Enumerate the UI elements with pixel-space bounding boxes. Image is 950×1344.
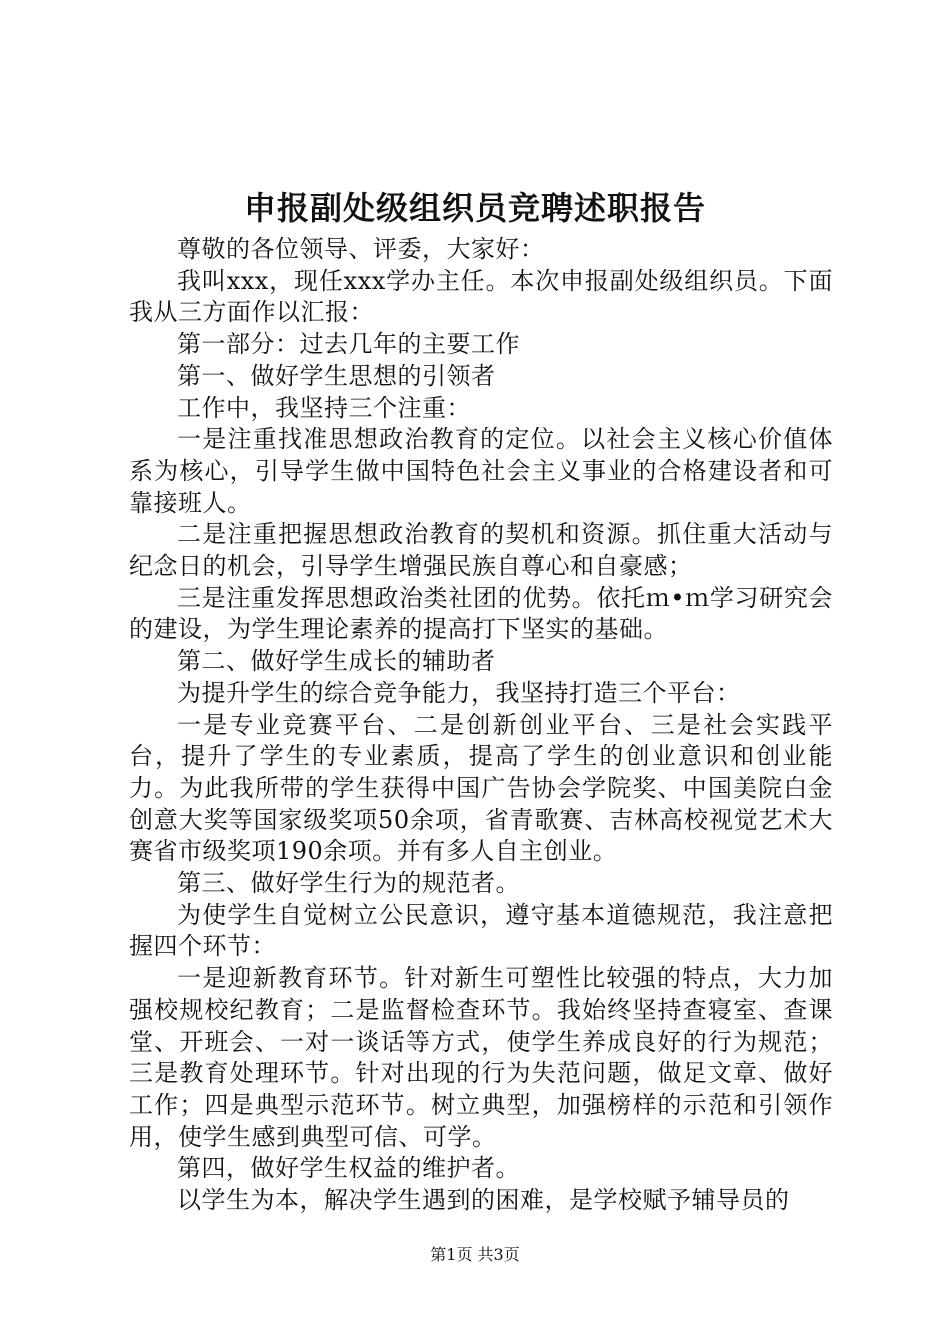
subsection-heading: 第二、做好学生成长的辅助者 bbox=[177, 647, 496, 676]
paragraph: 为提升学生的综合竞争能力，我坚持打造三个平台： bbox=[177, 678, 741, 707]
paragraph: 一是专业竞赛平台、二是创新创业平台、三是社会实践平台，提升了学生的专业素质，提高了学生的创业意识和创业能力。为此我所带的学生获得中国广告协会学院奖、中国美院白金创意大奖等国家级奖项50余项，省青歌赛、吉林高校视觉艺术大赛省市级奖项190余项。并有多人自主创业。 bbox=[129, 710, 833, 866]
page-number-footer: 第1页 共3页 bbox=[430, 1245, 520, 1264]
section-heading: 第一部分：过去几年的主要工作 bbox=[177, 330, 520, 359]
paragraph: 工作中，我坚持三个注重： bbox=[177, 393, 471, 422]
document-body bbox=[129, 234, 833, 1217]
paragraph: 以学生为本，解决学生遇到的困难，是学校赋予辅导员的 bbox=[177, 1186, 790, 1215]
subsection-heading: 第四，做好学生权益的维护者。 bbox=[177, 1154, 520, 1183]
paragraph: 一是注重找准思想政治教育的定位。以社会主义核心价值体系为核心，引导学生做中国特色社会主义事业的合格建设者和可靠接班人。 bbox=[129, 425, 833, 517]
subsection-heading: 第三、做好学生行为的规范者。 bbox=[177, 869, 520, 898]
paragraph: 我叫xxx，现任xxx学办主任。本次申报副处级组织员。下面我从三方面作以汇报： bbox=[129, 266, 833, 327]
paragraph: 一是迎新教育环节。针对新生可塑性比较强的特点，大力加强校规校纪教育；二是监督检查环节。我始终坚持查寝室、查课堂、开班会、一对一谈话等方式，使学生养成良好的行为规范；三是教育处理环节。针对出现的行为失范问题，做足文章、做好工作；四是典型示范环节。树立典型，加强榜样的示范和引领作用，使学生感到典型可信、可学。 bbox=[129, 964, 833, 1151]
paragraph: 三是注重发挥思想政治类社团的优势。依托ｍ•ｍ学习研究会的建设，为学生理论素养的提高打下坚实的基础。 bbox=[129, 583, 833, 644]
subsection-heading: 第一、做好学生思想的引领者 bbox=[177, 361, 496, 390]
paragraph: 为使学生自觉树立公民意识，遵守基本道德规范，我注意把握四个环节： bbox=[129, 900, 833, 961]
document-title: 申报副处级组织员竞聘述职报告 bbox=[243, 189, 706, 227]
paragraph: 尊敬的各位领导、评委，大家好： bbox=[177, 235, 545, 263]
paragraph: 二是注重把握思想政治教育的契机和资源。抓住重大活动与纪念日的机会，引导学生增强民族自尊心和自豪感； bbox=[129, 520, 833, 581]
